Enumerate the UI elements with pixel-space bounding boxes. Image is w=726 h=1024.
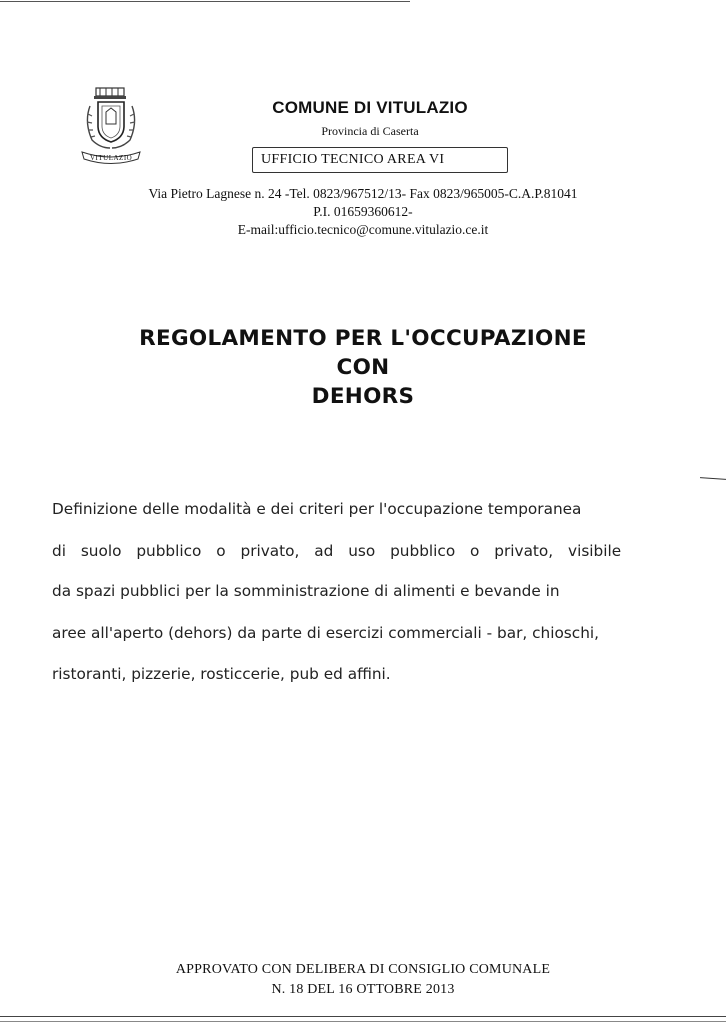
municipality-name: COMUNE DI VITULAZIO [272, 98, 468, 117]
approval-line2: N. 18 DEL 16 OTTOBRE 2013 [271, 982, 455, 997]
description-line: Definizione delle modalità e dei criteri per l'occupazione temporanea [52, 500, 582, 518]
top-scan-rule [0, 1, 410, 2]
office-box: UFFICIO TECNICO AREA VI [252, 147, 508, 173]
province-name: Provincia di Caserta [321, 124, 419, 138]
document-title-line3: DEHORS [311, 384, 415, 409]
description-line: da spazi pubblici per la somministrazione di alimenti e bevande in [52, 582, 560, 600]
document-title-line2: CON [336, 355, 390, 380]
bottom-scan-rule [0, 1016, 726, 1017]
vat-number: P.I. 01659360612- [313, 204, 413, 219]
document-title-line1: REGOLAMENTO PER L'OCCUPAZIONE [139, 326, 587, 351]
description-line: aree all'aperto (dehors) da parte di esercizi commerciali - bar, chioschi, [52, 624, 599, 642]
description-line: ristoranti, pizzerie, rosticcerie, pub ed affini. [52, 665, 391, 683]
address-line: Via Pietro Lagnese n. 24 -Tel. 0823/967512/13- Fax 0823/965005-C.A.P.81041 [148, 186, 578, 201]
approval-line1: APPROVATO CON DELIBERA DI CONSIGLIO COMUNALE [175, 962, 551, 977]
crest-ribbon-text: VITULAZIO [90, 154, 133, 162]
description-line: di suolo pubblico o privato, ad uso pubblico o privato, visibile [52, 542, 622, 560]
bottom-scan-rule [0, 1021, 726, 1022]
margin-mark [700, 477, 726, 480]
email-address: E-mail:ufficio.tecnico@comune.vitulazio.ce.it [237, 222, 489, 237]
